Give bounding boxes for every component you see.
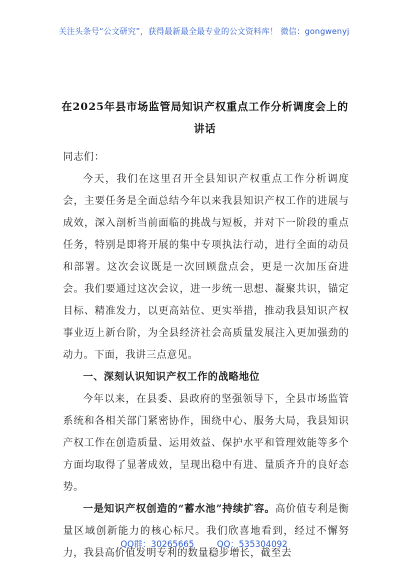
- section-heading: 一、深刻认识知识产权工作的战略地位: [83, 372, 260, 383]
- promo-banner[interactable]: 关注头条号“公文研究”，获得最新最全最专业的公文资料库！ 微信：gongwenyj: [58, 27, 350, 36]
- section-paragraph: 今年以来，在县委、县政府的坚强领导下，全县市场监管系统和各相关部门紧密协作，围绕中心、服务大局，我县知识产权工作在创造质量、运用效益、保护水平和管理效能等多个方面均取得了显著成效，呈现出稳中有进、量质齐升的良好态势。: [63, 394, 349, 493]
- point-paragraph: [63, 499, 349, 565]
- contact-footer: [0, 538, 408, 550]
- qq-group[interactable]: QQ群：30265665: [120, 540, 195, 550]
- salutation: 同志们：: [63, 152, 105, 163]
- document-body: [63, 147, 349, 565]
- qq-contact[interactable]: QQ：535304092: [216, 540, 288, 550]
- point-lead: 一是知识产权创造的“蓄水池”持续扩容。: [83, 504, 276, 515]
- point-text: 高价值专利是衡量区域创新能力的核心标尺。我们欣喜地看到，经过不懈努力，我县高价值发明专利的数量稳步增长，截至去: [63, 504, 349, 559]
- intro-paragraph: 今天，我们在这里召开全县知识产权重点工作分析调度会，主要任务是全面总结今年以来我县知识产权工作的进展与成效，深入剖析当前面临的挑战与短板，并对下一阶段的重点任务，特别是即将开展的集中专项执法行动，进行全面的动员和部署。这次会议既是一次回顾盘点会，更是一次加压奋进会。我们要通过这次会议，进一步统一思想、凝聚共识，锚定目标、精准发力，以更高站位、更实举措，推动我县知识产权事业迈上新台阶，为全县经济社会高质量发展注入更加强劲的动力。下面，我讲三点意见。: [63, 174, 349, 361]
- document-title: 在2025年县市场监管局知识产权重点工作分析调度会上的讲话: [61, 101, 349, 135]
